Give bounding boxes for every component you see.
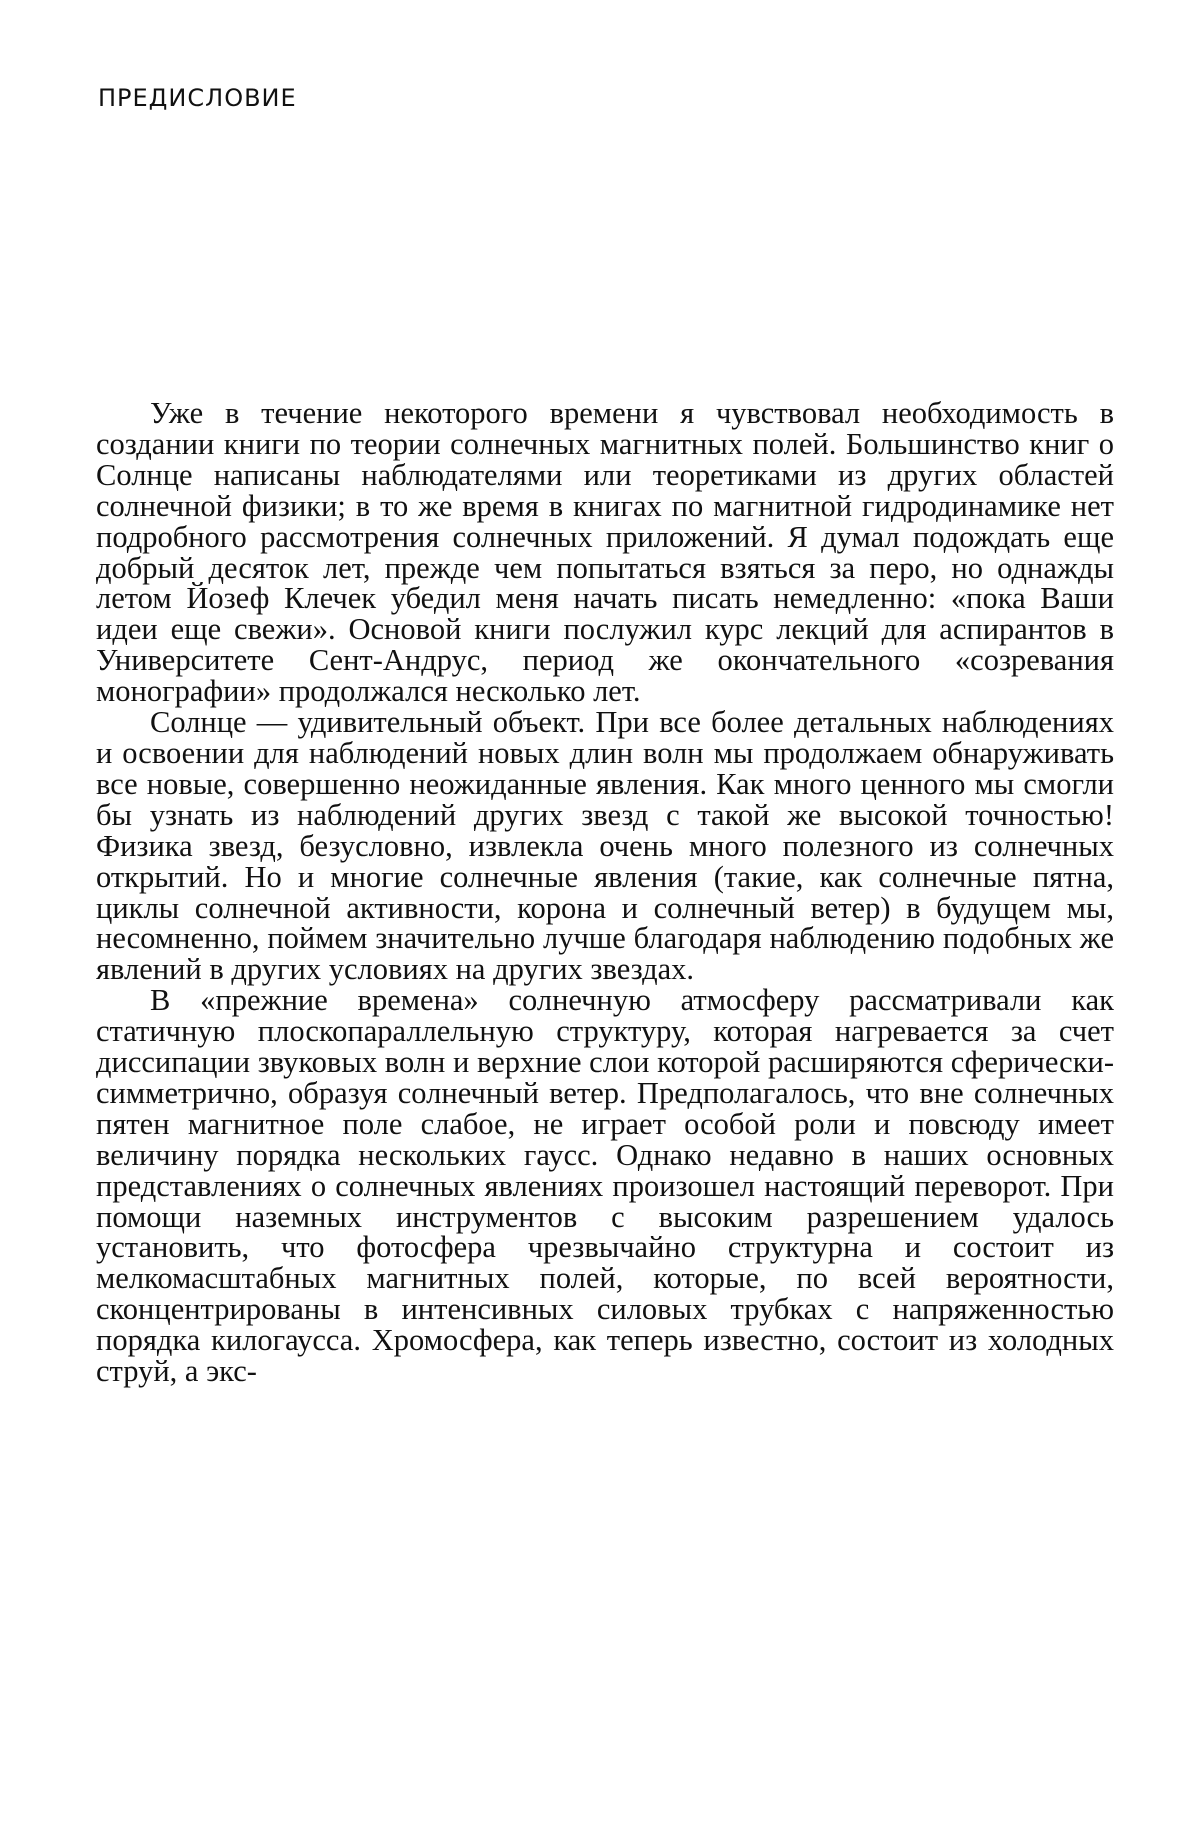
preface-body	[96, 398, 1114, 1387]
paragraph-3: В «прежние времена» солнечную атмосферу рассматривали как статичную плоскопараллельную структуру, которая нагревается за счет диссипации звуковых волн и верхние слои которой расширяются сферически-симметрично, образуя солнечный ветер. Предполагалось, что вне солнечных пятен магнитное поле слабое, не играет особой роли и повсюду имеет величину порядка нескольких гаусс. Однако недавно в наших основных представлениях о солнечных явлениях произошел настоящий переворот. При помощи наземных инструментов с высоким разрешением удалось установить, что фотосфера чрезвычайно структурна и состоит из мелкомасштабных магнитных полей, которые, по всей вероятности, сконцентрированы в интенсивных силовых трубках с напряженностью порядка килогаусса. Хромосфера, как теперь известно, состоит из холодных струй, а экс-	[96, 983, 1114, 1389]
paragraph-2: Солнце — удивительный объект. При все более детальных наблюдениях и освоении для наблюдений новых длин волн мы продолжаем обнаруживать все новые, совершенно неожиданные явления. Как много ценного мы смогли бы узнать из наблюдений других звезд с такой же высокой точностью! Физика звезд, безусловно, извлекла очень много полезного из солнечных открытий. Но и многие солнечные явления (такие, как солнечные пятна, циклы солнечной активности, корона и солнечный ветер) в будущем мы, несомненно, поймем значительно лучше благодаря наблюдению подобных же явлений в других условиях на других звездах.	[96, 705, 1114, 987]
paragraph-1: Уже в течение некоторого времени я чувствовал необходимость в создании книги по теории солнечных магнитных полей. Большинство книг о Солнце написаны наблюдателями или теоретиками из другиx областей солнечной физики; в то же время в книгах по магнитной гидродинамике нет подробного рассмотрения солнечных приложений. Я думал подождать еще добрый десяток лет, прежде чем попытаться взяться за перо, но однажды летом Йозеф Клечек убедил меня начать писать немедленно: «пока Ваши идеи еще свежи». Основой книги послужил курс лекций для аспирантов в Университете Сент-Андрус, период же окончательного «созревания монографии» продолжался несколько лет.	[96, 396, 1114, 709]
page-title: ПРЕДИСЛОВИЕ	[98, 84, 297, 112]
